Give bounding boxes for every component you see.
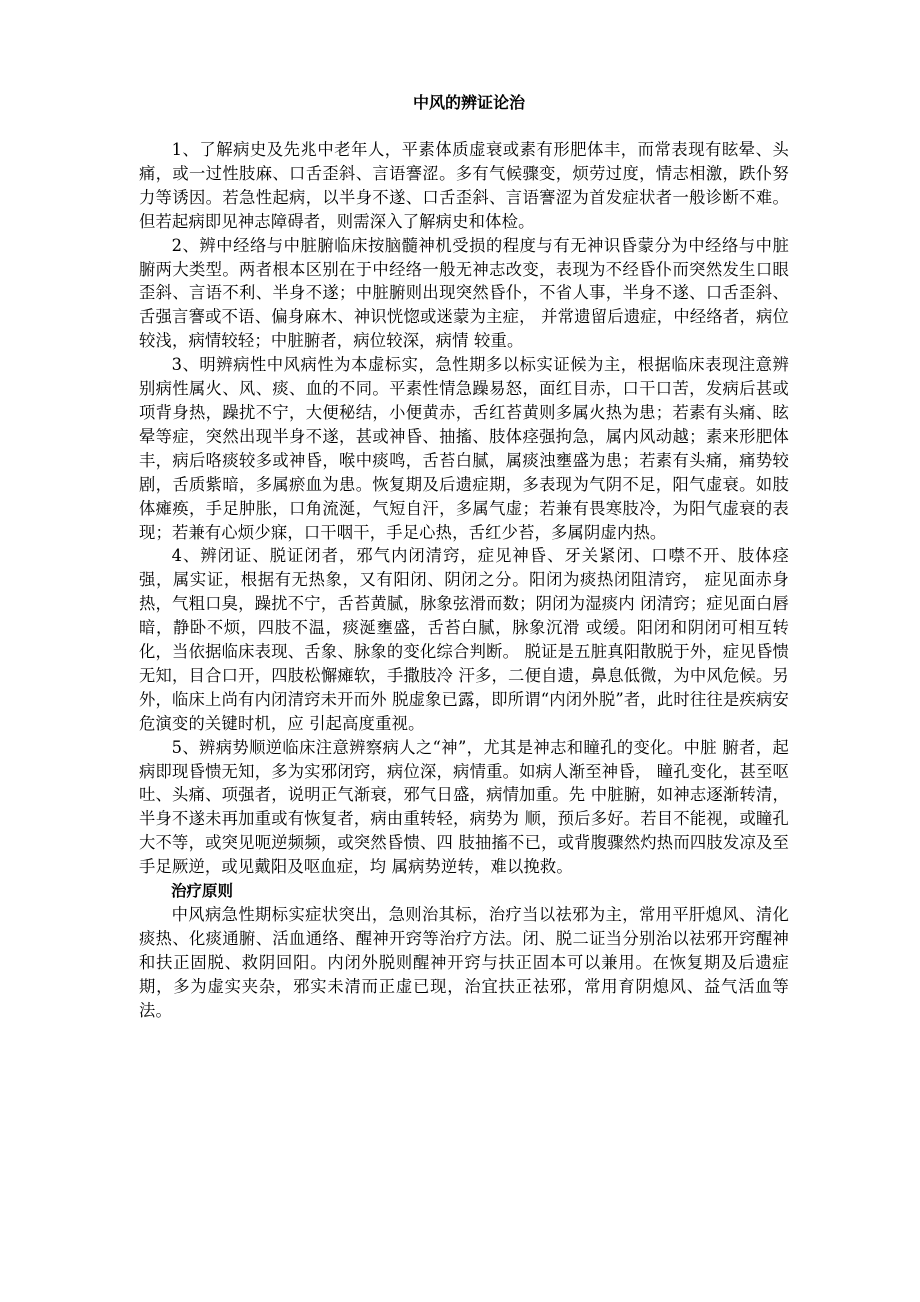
paragraph-meridian-vs-organ: 2、辨中经络与中脏腑临床按脑髓神机受损的程度与有无神识昏蒙分为中经络与中脏腑两大类型。两者根本区别在于中经络一般无神志改变，表现为不经昏仆而突然发生口眼歪斜、言语不利、半身不遂；中脏腑则出现突然昏仆，不省人事，半身不遂、口舌歪斜、舌强言謇或不语、偏身麻木、神识恍惚或迷蒙为主症， 并常遗留后遗症，中经络者，病位较浅，病情较轻；中脏腑者，病位较深，病情 较重。 <box>139 235 789 351</box>
paragraph-disease-trend: 5、辨病势顺逆临床注意辨察病人之“神”，尤其是神志和瞳孔的变化。中脏 腑者，起病即现昏愦无知，多为实邪闭窍，病位深，病情重。如病人渐至神昏， 瞳孔变化，甚至呕吐、头痛、项强者，说明正气渐衰，邪气日盛，病情加重。先 中脏腑，如神志逐渐转清，半身不遂未再加重或有恢复者，病由重转轻，病势为 顺，预后多好。若目不能视，或瞳孔大不等，或突见呃逆频频，或突然昏愦、四 肢抽搐不已，或背腹骤然灼热而四肢发凉及至手足厥逆，或见戴阳及呕血症，均 属病势逆转，难以挽救。 <box>139 737 789 877</box>
page-title: 中风的辨证论治 <box>412 93 525 112</box>
section-heading-treatment: 治疗原则 <box>171 882 234 901</box>
paragraph-disease-nature: 3、明辨病性中风病性为本虚标实，急性期多以标实证候为主，根据临床表现注意辨别病性属火、风、痰、血的不同。平素性情急躁易怒，面红目赤，口干口苦，发病后甚或项背身热，躁扰不宁，大便秘结，小便黄赤，舌红苔黄则多属火热为患；若素有头痛、眩晕等症，突然出现半身不遂，甚或神昏、抽搐、肢体痉强拘急，属内风动越；素来形肥体丰，病后咯痰较多或神昏，喉中痰鸣，舌苔白腻，属痰浊壅盛为患；若素有头痛，痛势较剧，舌质紫暗，多属瘀血为患。恢复期及后遗症期，多表现为气阴不足，阳气虚衰。如肢体瘫痪，手足肿胀，口角流涎，气短自汗，多属气虚；若兼有畏寒肢冷，为阳气虚衰的表现；若兼有心烦少寐，口干咽干，手足心热，舌红少苔，多属阴虚内热。 <box>139 355 789 542</box>
paragraph-treatment-principles: 中风病急性期标实症状突出，急则治其标，治疗当以祛邪为主，常用平肝熄风、清化痰热、化痰通腑、活血通络、醒神开窍等治疗方法。闭、脱二证当分别治以祛邪开窍醒神和扶正固脱、救阴回阳。内闭外脱则醒神开窍与扶正固本可以兼用。在恢复期及后遗症期，多为虚实夹杂，邪实未清而正虚已现，治宜扶正祛邪，常用育阴熄风、益气活血等法。 <box>139 905 789 1020</box>
paragraph-medical-history: 1、了解病史及先兆中老年人，平素体质虚衰或素有形肥体丰，而常表现有眩晕、头痛，或一过性肢麻、口舌歪斜、言语謇涩。多有气候骤变，烦劳过度，情志相激，跌仆努力等诱因。若急性起病，以半身不遂、口舌歪斜、言语謇涩为首发症状者一般诊断不难。但若起病即见神志障碍者，则需深入了解病史和体检。 <box>139 140 789 231</box>
document-page <box>139 92 789 1023</box>
paragraph-closed-vs-collapse: 4、辨闭证、脱证闭者，邪气内闭清窍，症见神昏、牙关紧闭、口噤不开、肢体痉强，属实证，根据有无热象，又有阳闭、阴闭之分。阳闭为痰热闭阻清窍， 症见面赤身热，气粗口臭，躁扰不宁，舌苔黄腻，脉象弦滑而数；阴闭为湿痰内 闭清窍；症见面白唇暗，静卧不烦，四肢不温，痰涎壅盛，舌苔白腻，脉象沉滑 或缓。阳闭和阴闭可相互转化，当依据临床表现、舌象、脉象的变化综合判断。 脱证是五脏真阳散脱于外，症见昏愦无知，目合口开，四肢松懈瘫软，手撒肢冷 汗多，二便自遗，鼻息低微，为中风危候。另外，临床上尚有内闭清窍未开而外 脱虚象已露，即所谓“内闭外脱”者，此时往往是疾病安危演变的关键时机，应 引起高度重视。 <box>139 546 789 733</box>
